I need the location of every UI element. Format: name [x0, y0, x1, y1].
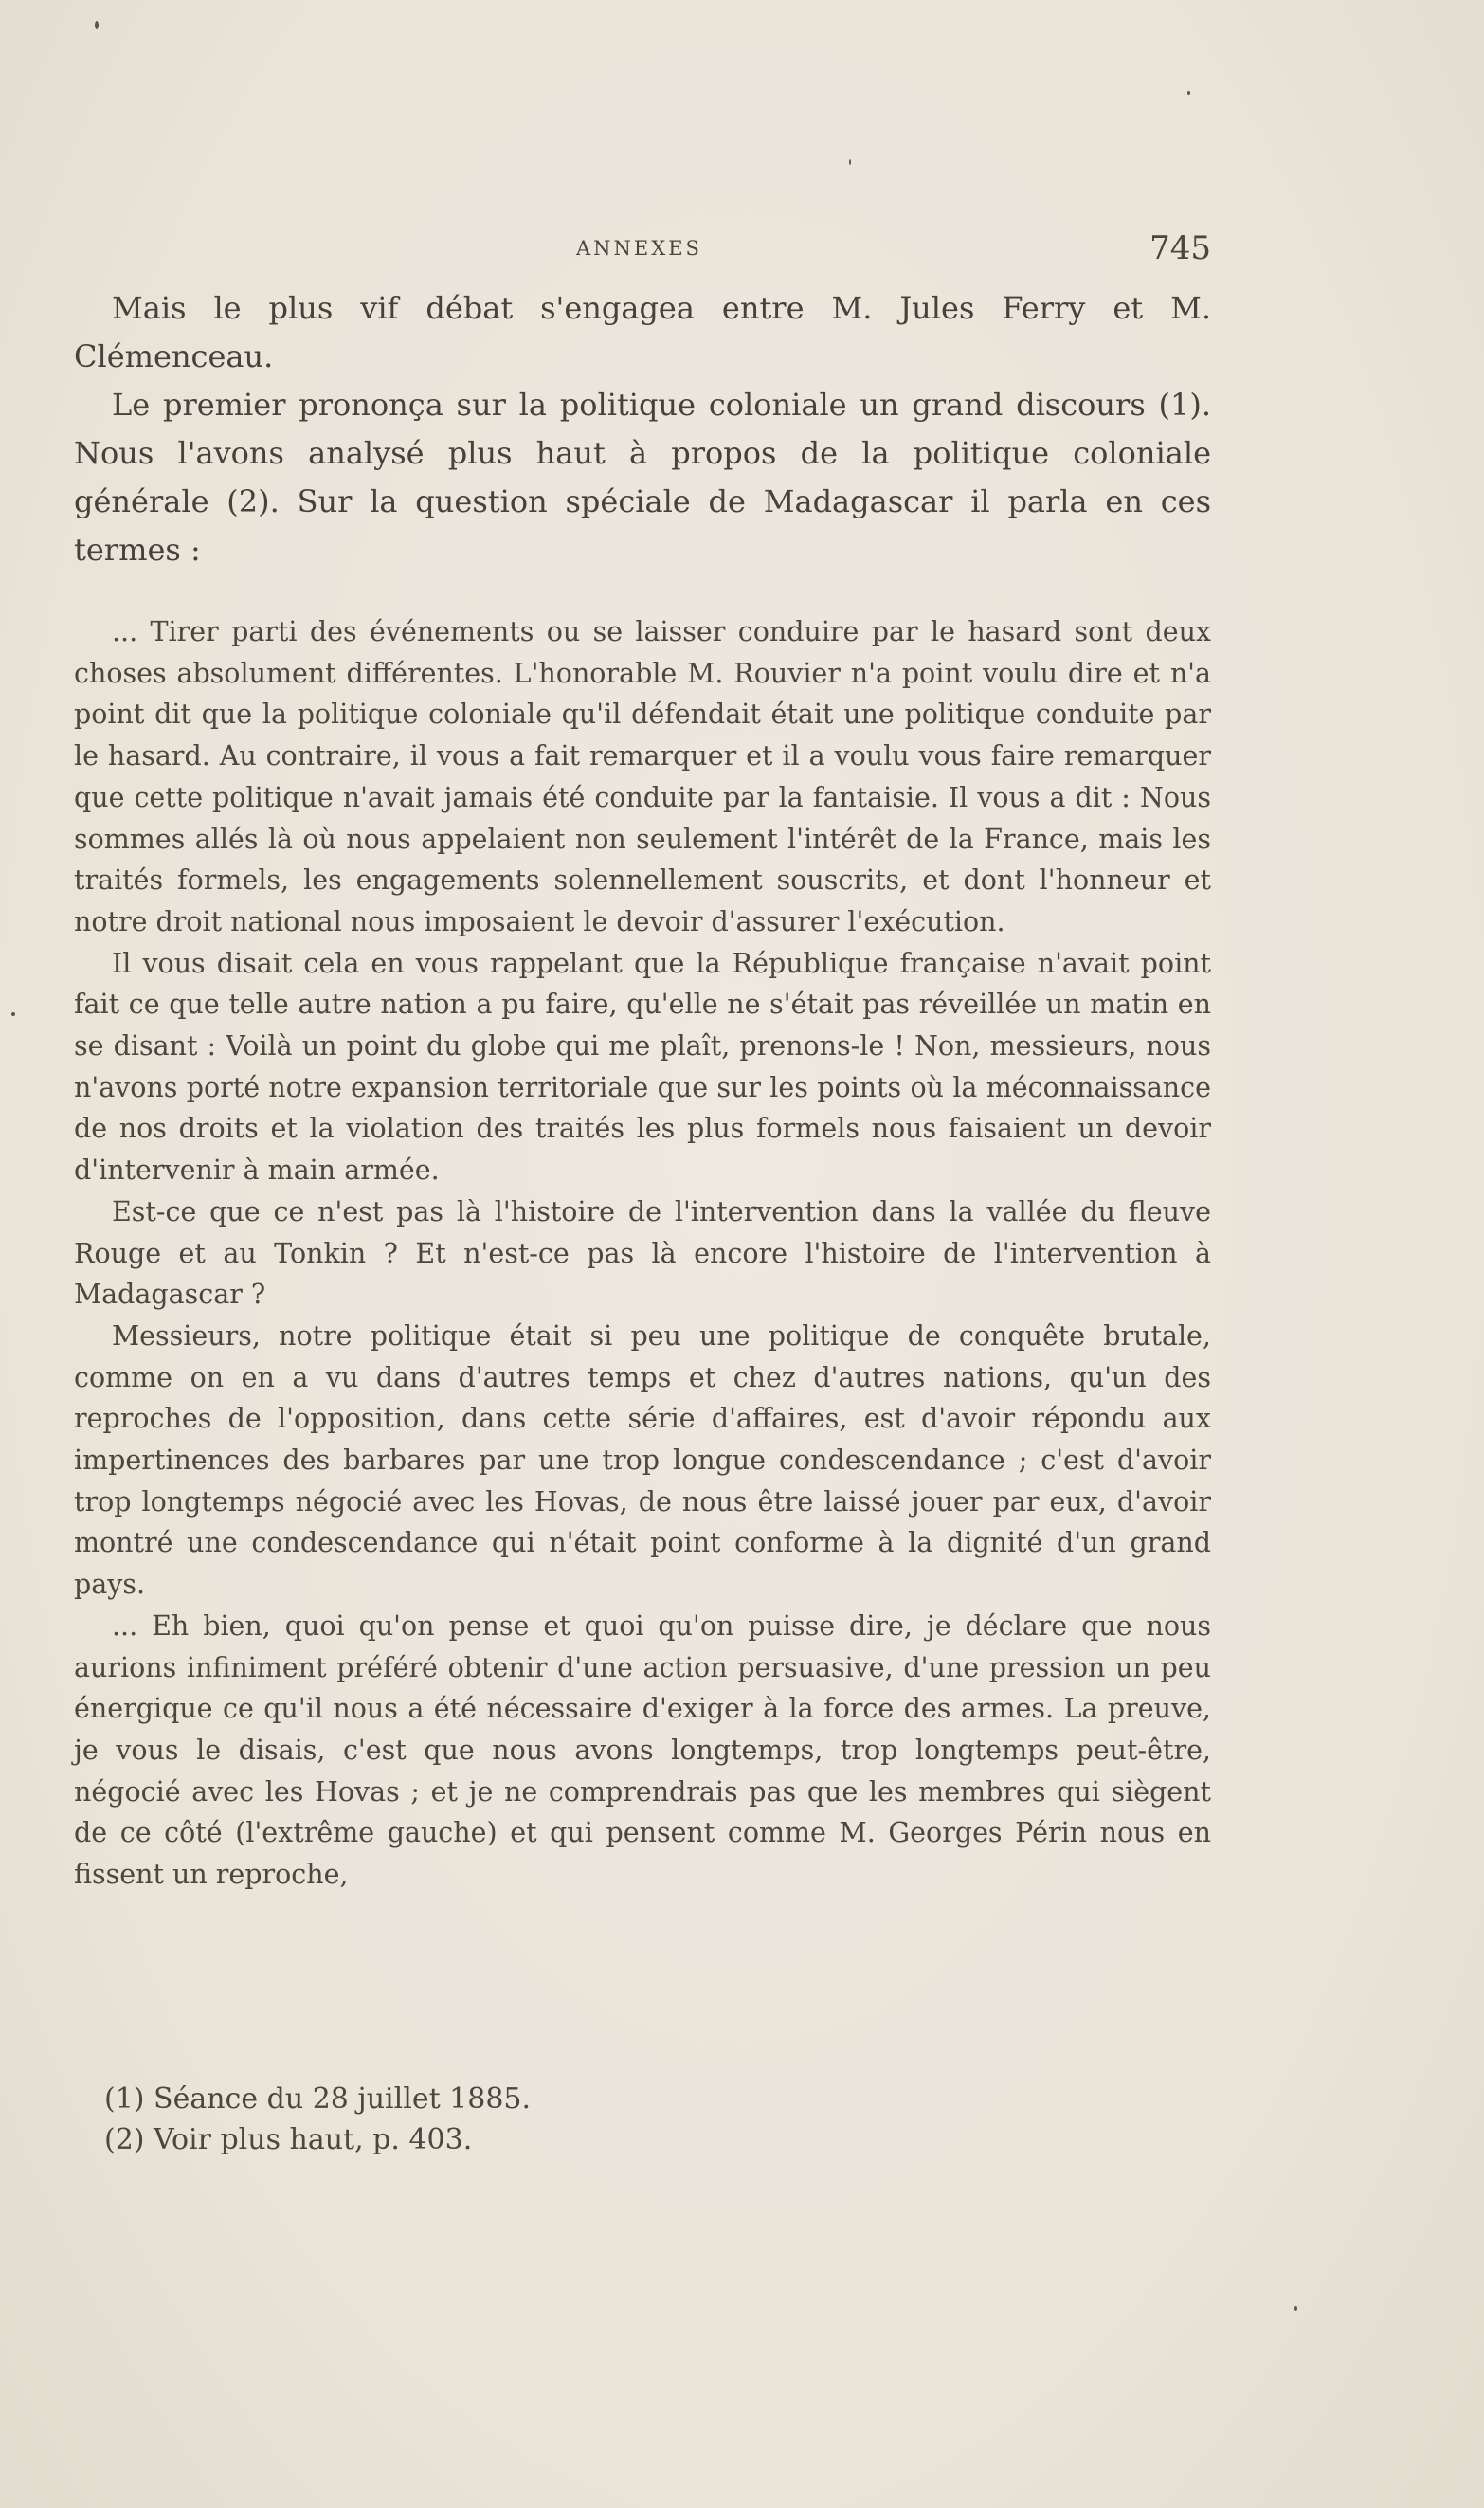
paragraph: Mais le plus vif débat s'engagea entre M. Jules Ferry et M. Clémenceau.	[74, 290, 1211, 374]
quote-paragraph: ... Eh bien, quoi qu'on pense et quoi qu'on puisse dire, je déclare que nous aurions infiniment préféré obtenir d'une action persuasive, d'une pression un peu énergique ce qu'il nous a été nécessaire d'exiger à la force des armes. La preuve, je vous le disais, c'est que nous avons longtemps, trop longtemps peut-être, négocié avec les Hovas ; et je ne comprendrais pas que les membres qui siègent de ce côté (l'extrême gauche) et qui pensent comme M. Georges Périn nous en fissent un reproche,	[74, 1609, 1211, 1891]
page-number: 745	[1149, 229, 1211, 267]
quote-paragraph: Il vous disait cela en vous rappelant que la République française n'avait point fait ce que telle autre nation a pu faire, qu'elle ne s'était pas réveillée un matin en se disant : Voilà un point du globe qui me plaît, prenons-le ! Non, messieurs, nous n'avons porté notre expansion territoriale que sur les points où la méconnaissance de nos droits et la violation des traités les plus formels nous faisaient un devoir d'intervenir à main armée.	[74, 947, 1211, 1187]
paragraph: Le premier prononça sur la politique coloniale un grand discours (1). Nous l'avons analysé plus haut à propos de la politique coloniale générale (2). Sur la question spéciale de Madagascar il parla en ces termes :	[74, 387, 1211, 568]
quote-paragraph: ... Tirer parti des événements ou se laisser conduire par le hasard sont deux choses absolument différentes. L'honorable M. Rouvier n'a point voulu dire et n'a point dit que la politique coloniale qu'il défendait était une politique conduite par le hasard. Au contraire, il vous a fait remarquer et il a voulu vous faire remarquer que cette politique n'avait jamais été conduite par la fantaisie. Il vous a dit : Nous sommes allés là où nous appelaient non seulement l'intérêt de la France, mais les traités formels, les engagements solennellement souscrits, et dont l'honneur et notre droit national nous imposaient le devoir d'assurer l'exécution.	[74, 616, 1211, 937]
ink-speck	[1187, 91, 1190, 95]
footnotes	[104, 2079, 862, 2160]
ink-speck	[849, 159, 851, 165]
running-header	[74, 229, 1211, 275]
introduction-text	[74, 284, 1211, 574]
ink-speck	[11, 1012, 15, 1016]
ink-speck	[95, 21, 99, 29]
quote-paragraph: Messieurs, notre politique était si peu une politique de conquête brutale, comme on en a vu dans d'autres temps et chez d'autres nations, qu'un des reproches de l'opposition, dans cette série d'affaires, est d'avoir répondu aux impertinences des barbares par une trop longue condescendance ; c'est d'avoir trop longtemps négocié avec les Hovas, de nous être laissé jouer par eux, d'avoir montré une condescendance qui n'était point conforme à la dignité d'un grand pays.	[74, 1319, 1211, 1601]
running-title: ANNEXES	[576, 237, 702, 260]
ink-speck	[1294, 2306, 1297, 2311]
footnote-2: (2) Voir plus haut, p. 403.	[104, 2123, 473, 2156]
quote-paragraph: Est-ce que ce n'est pas là l'histoire de l'intervention dans la vallée du fleuve Rouge et au Tonkin ? Et n'est-ce pas là encore l'histoire de l'intervention à Madagascar ?	[74, 1195, 1211, 1311]
quoted-speech	[74, 611, 1211, 1896]
footnote-1: (1) Séance du 28 juillet 1885.	[104, 2082, 532, 2116]
